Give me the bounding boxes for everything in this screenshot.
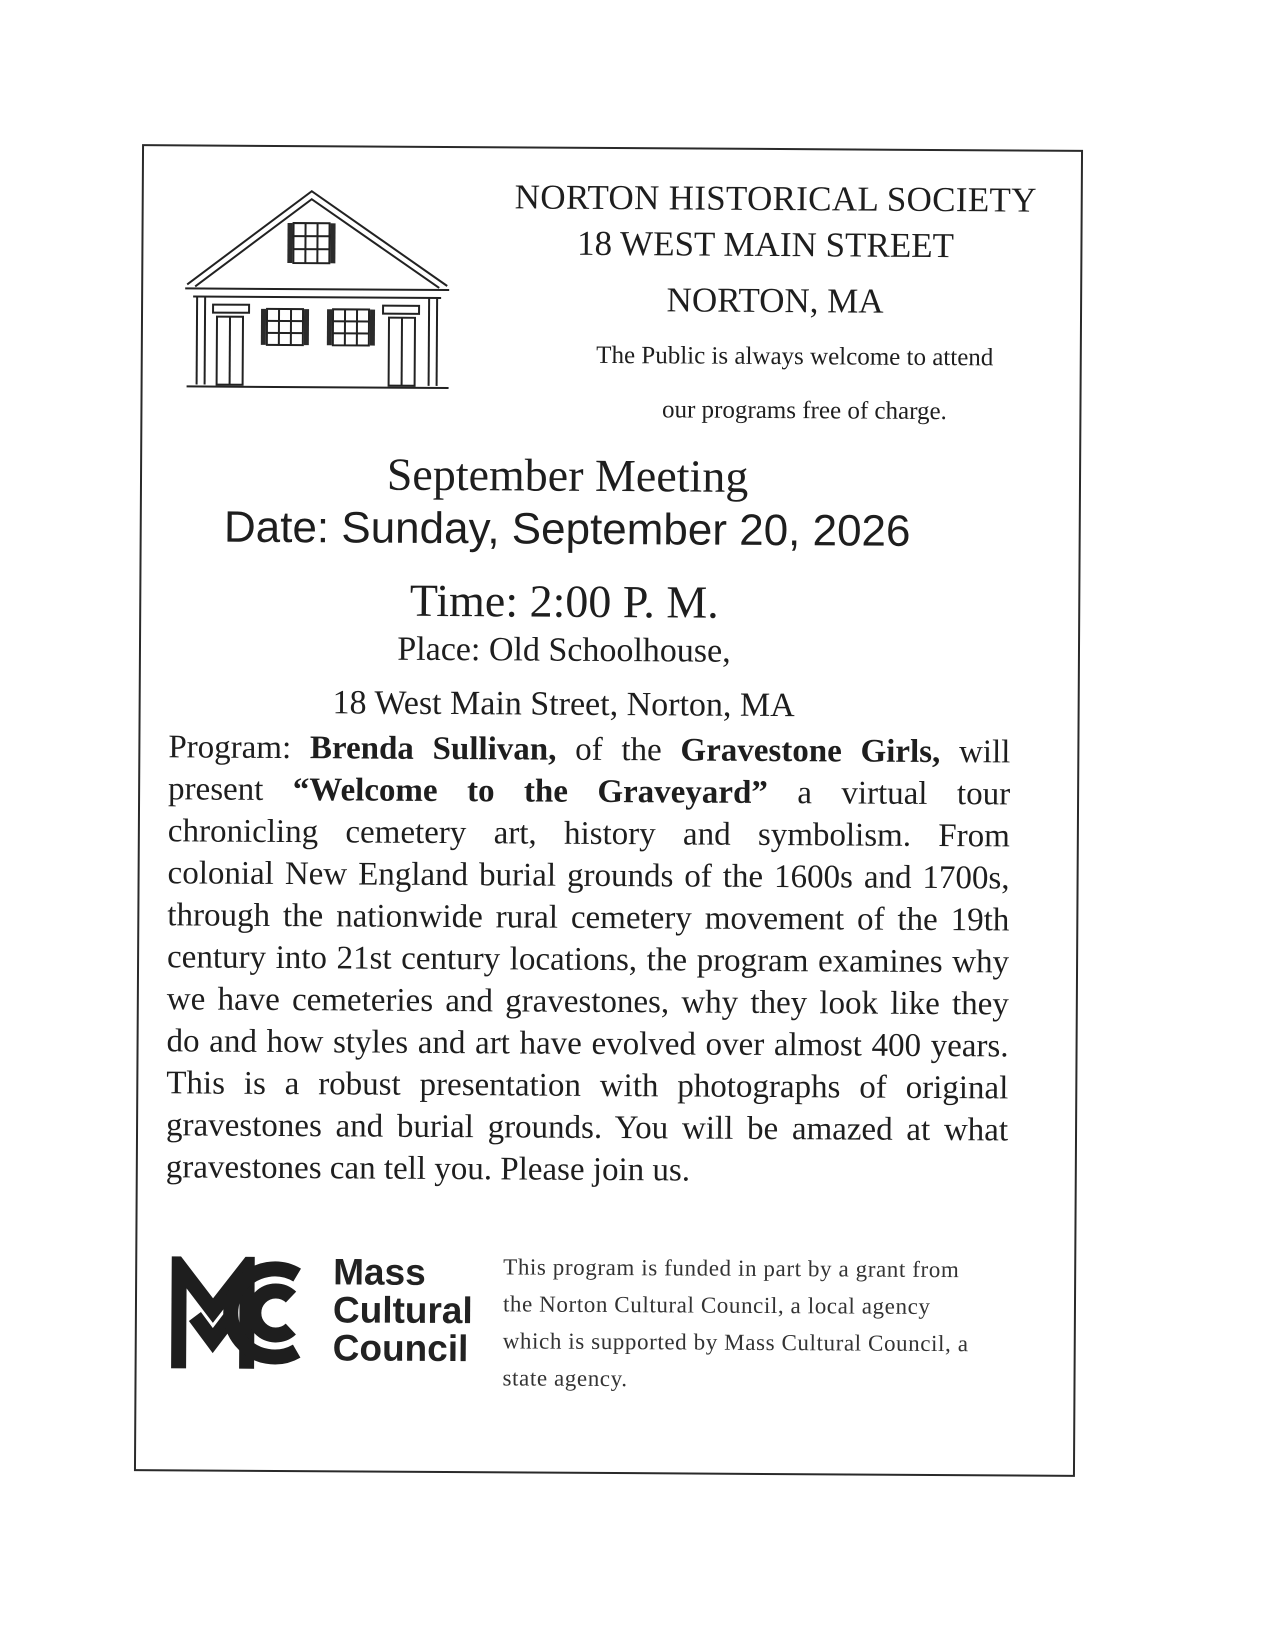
organization-header [494, 174, 1056, 429]
logo-word-mass: Mass [333, 1251, 426, 1293]
meeting-address: 18 West Main Street, Norton, MA [332, 684, 795, 725]
will-present-text: will present [168, 734, 1011, 808]
grant-acknowledgement: This program is funded in part by a grant from the Norton Cultural Council, a local agency which is supported by Mass Cultural Council, a state agency. [502, 1254, 969, 1392]
meeting-place: Place: Old Schoolhouse, [397, 630, 731, 670]
organization-name: NORTON HISTORICAL SOCIETY [514, 177, 1037, 220]
logo-wordmark [333, 1253, 473, 1368]
logo-word-cultural: Cultural [332, 1289, 473, 1332]
meeting-date: Date: Sunday, September 20, 2026 [223, 502, 911, 556]
program-body: a virtual tour chronicling cemetery art, history and symbolism. From colonial New England burial grounds of the 1600s and 1700s, through the nationwide rural cemetery movement of the 19th century into 21st century locations, the program examines why we have cemeteries and gravestones, why they look like they do and how styles and art have evolved over almost 400 years. This is a robust presentation with photographs of original gravestones and burial grounds. You will be amazed at what gravestones can tell you. Please join us. [165, 775, 1011, 1189]
presenter-name: Brenda Sullivan, [309, 730, 557, 768]
welcome-line-1: The Public is always welcome to attend [596, 341, 994, 372]
funding-section [164, 1246, 1045, 1391]
group-name: Gravestone Girls, [680, 732, 941, 771]
organization-street: 18 WEST MAIN STREET [576, 223, 955, 266]
program-description [166, 726, 1011, 1193]
organization-city: NORTON, MA [666, 280, 884, 321]
meeting-time: Time: 2:00 P. M. [409, 574, 719, 628]
meeting-details [141, 446, 1084, 730]
welcome-line-2: our programs free of charge. [661, 396, 947, 426]
mass-cultural-council-logo [169, 1256, 320, 1369]
of-the-text: of the [575, 731, 662, 769]
schoolhouse-illustration [183, 186, 462, 396]
program-label: Program: [168, 729, 292, 767]
meeting-title: September Meeting [386, 448, 749, 502]
logo-word-council: Council [332, 1327, 469, 1370]
meeting-flyer [134, 144, 1083, 1477]
talk-title: “Welcome to the Graveyard” [292, 772, 768, 811]
